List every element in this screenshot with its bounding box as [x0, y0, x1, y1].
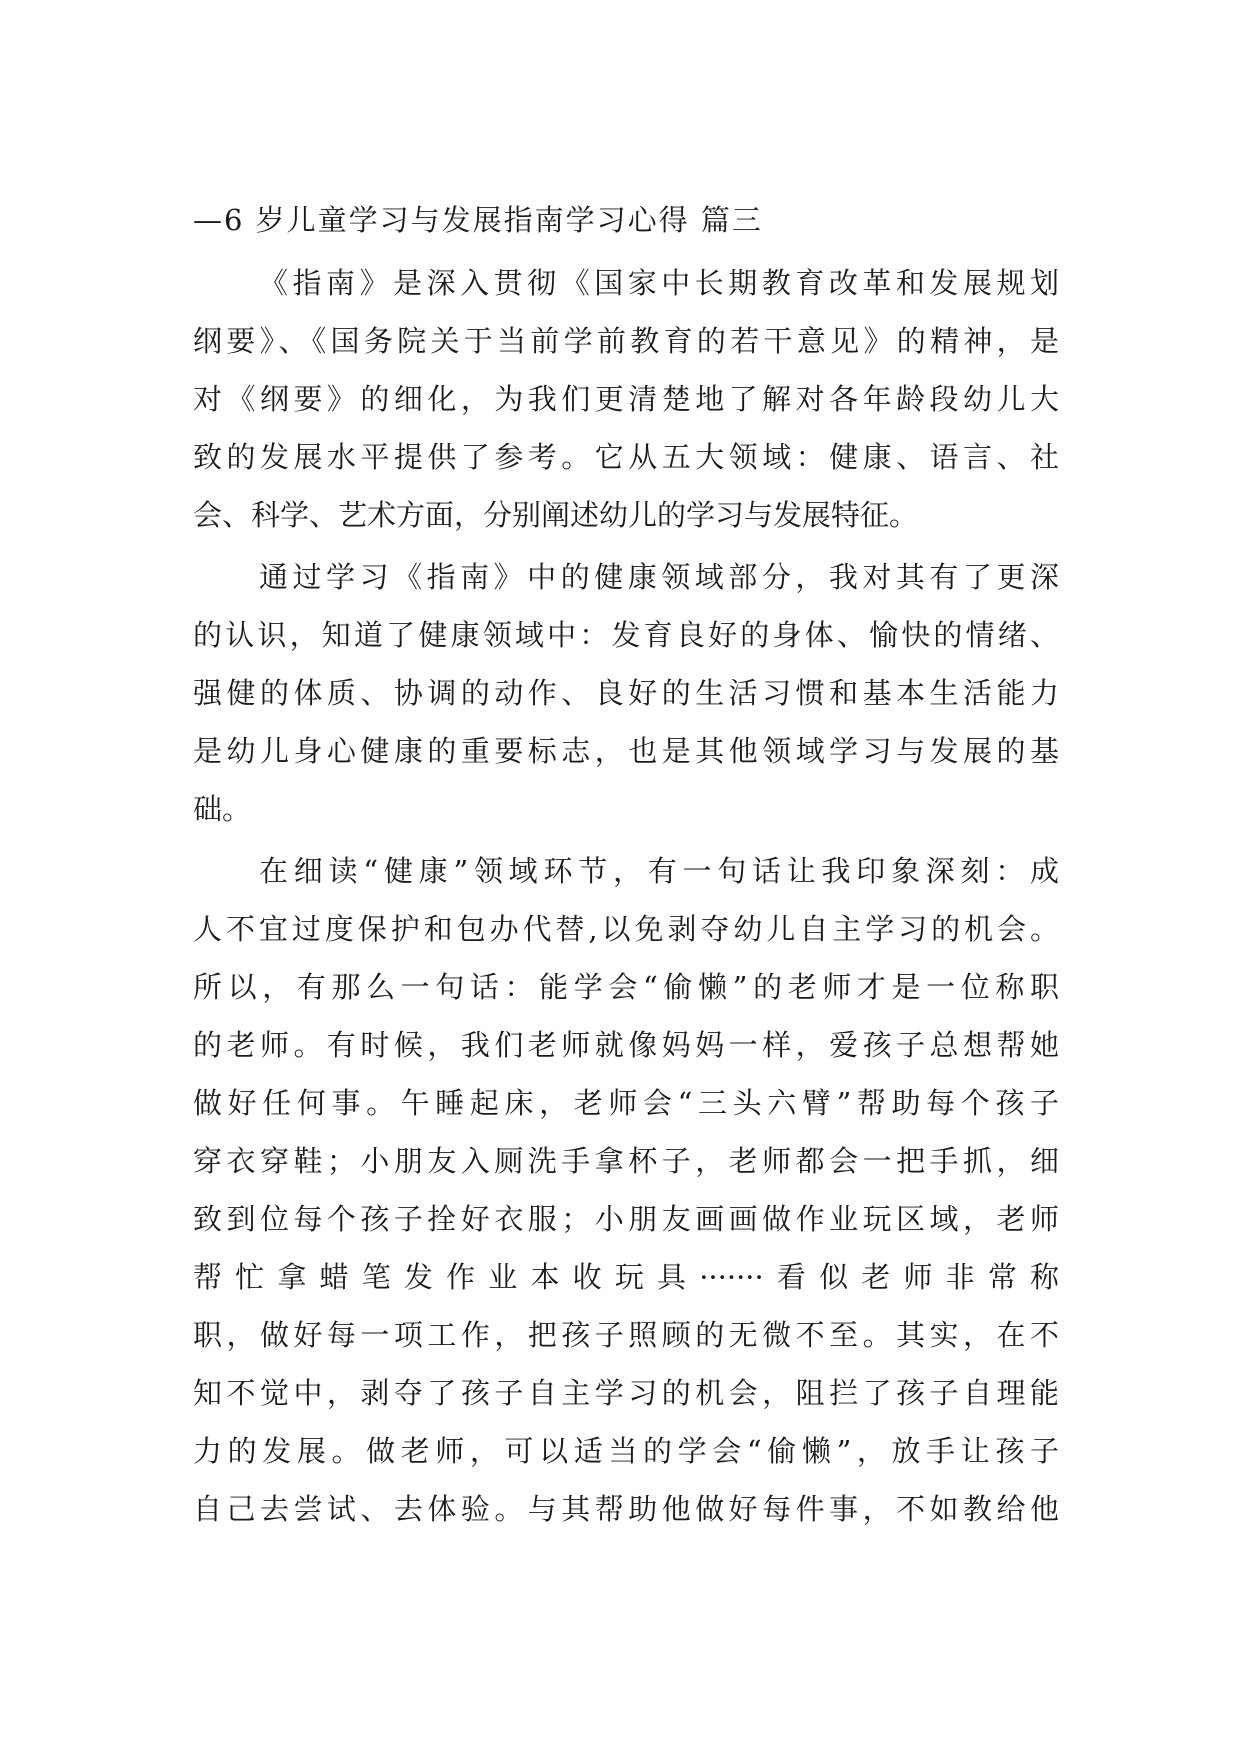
paragraph-line: 致到位每个孩子拴好衣服；小朋友画画做作业玩区域，老师: [193, 1202, 1059, 1236]
paragraph-3: [193, 842, 1059, 1538]
paragraph-2: [193, 548, 1059, 838]
paragraph-line: 会、科学、艺术方面，分别阐述幼儿的学习与发展特征。: [193, 498, 919, 532]
paragraph-line: 自己去尝试、去体验。与其帮助他做好每件事，不如教给他: [193, 1492, 1059, 1526]
paragraph-line: 帮忙拿蜡笔发作业本收玩具·······看似老师非常称: [193, 1260, 1059, 1294]
paragraph-line: 对《纲要》的细化，为我们更清楚地了解对各年龄段幼儿大: [193, 382, 1059, 416]
document-body: [193, 191, 1059, 1542]
paragraph-line: 知不觉中，剥夺了孩子自主学习的机会，阻拦了孩子自理能: [193, 1376, 1059, 1410]
paragraph-line: 《指南》是深入贯彻《国家中长期教育改革和发展规划: [259, 266, 1059, 300]
paragraph-line: 人不宜过度保护和包办代替,以免剥夺幼儿自主学习的机会。: [193, 912, 1059, 946]
paragraph-line: 职，做好每一项工作，把孩子照顾的无微不至。其实，在不: [193, 1318, 1059, 1352]
paragraph-line: 力的发展。做老师，可以适当的学会“偷懒”，放手让孩子: [193, 1434, 1059, 1468]
paragraph-line: 的认识，知道了健康领域中：发育良好的身体、愉快的情绪、: [193, 618, 1059, 652]
paragraph-line: 做好任何事。午睡起床，老师会“三头六臂”帮助每个孩子: [193, 1086, 1059, 1120]
paragraph-line: 致的发展水平提供了参考。它从五大领域：健康、语言、社: [193, 440, 1059, 474]
paragraph-line: 纲要》、《国务院关于当前学前教育的若干意见》的精神，是: [193, 324, 1059, 358]
section-heading: —6 岁儿童学习与发展指南学习心得 篇三: [193, 203, 763, 237]
paragraph-line: 强健的体质、协调的动作、良好的生活习惯和基本生活能力: [193, 676, 1059, 710]
paragraph-line: 穿衣穿鞋；小朋友入厕洗手拿杯子，老师都会一把手抓，细: [193, 1144, 1059, 1178]
paragraph-line: 的老师。有时候，我们老师就像妈妈一样，爱孩子总想帮她: [193, 1028, 1059, 1062]
paragraph-line: 础。: [193, 792, 252, 826]
paragraph-line: 在细读“健康”领域环节，有一句话让我印象深刻：成: [259, 854, 1059, 888]
paragraph-1: [193, 254, 1059, 544]
paragraph-line: 是幼儿身心健康的重要标志，也是其他领域学习与发展的基: [193, 734, 1059, 768]
paragraph-line: 所以，有那么一句话：能学会“偷懒”的老师才是一位称职: [193, 970, 1059, 1004]
paragraph-line: 通过学习《指南》中的健康领域部分，我对其有了更深: [259, 560, 1059, 594]
